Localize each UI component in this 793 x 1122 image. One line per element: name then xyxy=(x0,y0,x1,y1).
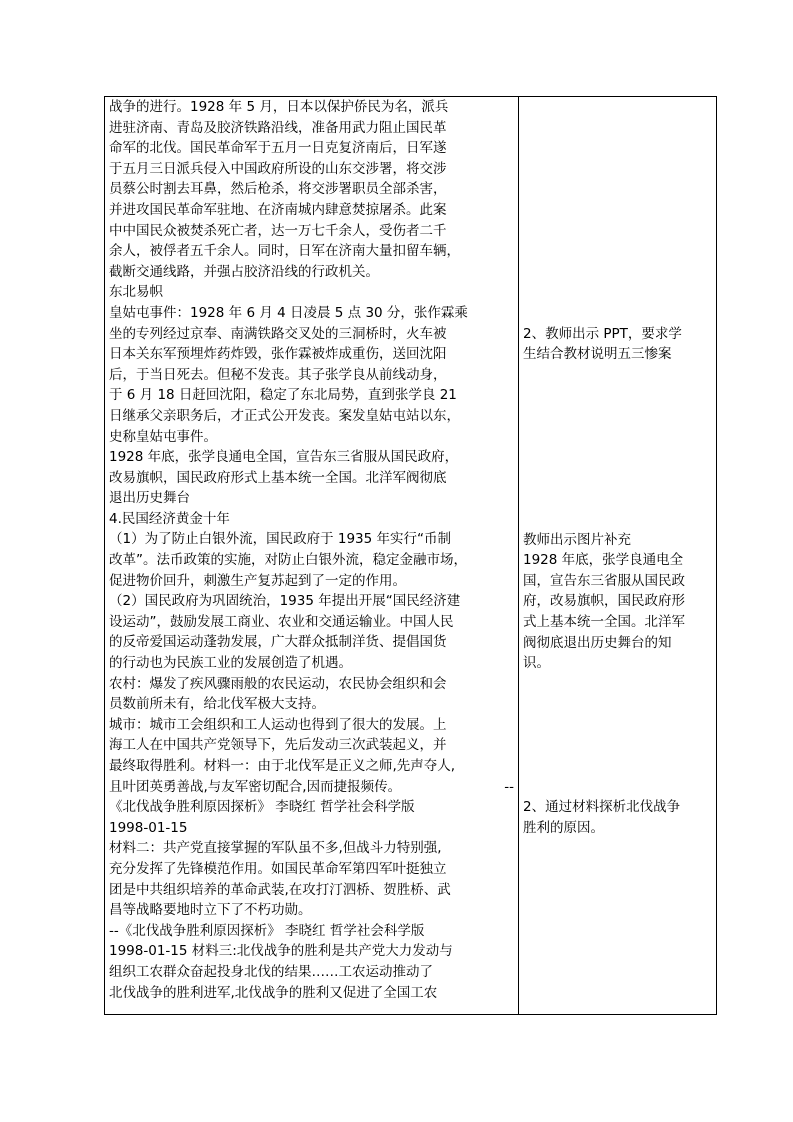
text-line: 海工人在中国共产党领导下，先后发动三次武装起义，并 xyxy=(109,737,447,754)
text-line: 材料二：共产党直接掌握的军队虽不多,但战斗力特别强, xyxy=(109,840,442,857)
note-line: 式上基本统一全国。北洋军 xyxy=(523,613,685,630)
text-line: 1928 年底，张学良通电全国，宣告东三省服从国民政府， xyxy=(109,449,459,466)
text-line: 昌等战略要地时立下了不朽功勋。 xyxy=(109,902,312,919)
note-line: 胜利的原因。 xyxy=(523,819,604,836)
text-line: 日本关东军预埋炸药炸毁，张作霖被炸成重伤，送回沈阳 xyxy=(109,346,447,363)
content-column xyxy=(109,97,514,1003)
teacher-note-materials xyxy=(523,797,713,838)
text-line: 的行动也为民族工业的发展创造了机遇。 xyxy=(109,655,352,672)
teacher-note-ppt xyxy=(523,324,713,365)
note-line: 识。 xyxy=(523,655,550,672)
text-line: （1）为了防止白银外流，国民政府于 1935 年实行“币制 xyxy=(109,531,452,548)
text-line: 员蔡公时割去耳鼻，然后枪杀，将交涉署职员全部杀害， xyxy=(109,181,447,198)
citation-line: 《北伐战争胜利原因探析》 李晓红 哲学社会科学版 xyxy=(109,799,415,816)
text-line: 后，于当日死去。但秘不发丧。其子张学良从前线动身， xyxy=(109,366,447,383)
text-line: 于 6 月 18 日赶回沈阳，稳定了东北局势，直到张学良 21 xyxy=(109,387,457,404)
text-line: 员数前所未有，给北伐军极大支持。 xyxy=(109,696,325,713)
text-line: 史称皇姑屯事件。 xyxy=(109,428,217,445)
text-line: 充分发挥了先锋模范作用。如国民革命军第四军叶挺独立 xyxy=(109,860,447,877)
teacher-notes-column xyxy=(523,97,713,839)
note-line: 2、教师出示 PPT，要求学 xyxy=(523,325,682,342)
note-line: 府，改易旗帜，国民政府形 xyxy=(523,593,685,610)
text-line: 截断交通线路，并强占胶济沿线的行政机关。 xyxy=(109,263,379,280)
note-line: 1928 年底，张学良通电全 xyxy=(523,552,684,569)
note-line: 2、通过材料探析北伐战争 xyxy=(523,799,681,816)
text-line: （2）国民政府为巩固统治，1935 年提出开展“国民经济建 xyxy=(109,593,461,610)
text-line: 余人，被俘者五千余人。同时，日军在济南大量扣留车辆， xyxy=(109,243,460,260)
teacher-note-picture xyxy=(523,530,713,674)
text-line: 的反帝爱国运动蓬勃发展，广大群众抵制洋货、提倡国货 xyxy=(109,634,447,651)
text-line: 设运动”，鼓励发展工商业、农业和交通运输业。中国人民 xyxy=(109,613,454,630)
lesson-table xyxy=(104,96,717,1015)
section-heading: 东北易帜 xyxy=(109,284,163,301)
text-line: 并进攻国民革命军驻地、在济南城内肆意焚掠屠杀。此案 xyxy=(109,201,447,218)
text-line: 且叶团英勇善战,与友军密切配合,因而捷报频传。 xyxy=(109,778,402,795)
note-line: 国，宣告东三省服从国民政 xyxy=(523,572,685,589)
note-line: 教师出示图片补充 xyxy=(523,531,631,548)
text-line: 最终取得胜利。材料一：由于北伐军是正义之师,先声夺人, xyxy=(109,758,456,774)
column-divider xyxy=(518,97,519,1014)
text-line: 中中国民众被焚杀死亡者，达一万七千余人，受伤者二千 xyxy=(109,222,447,239)
text-line: 战争的进行。1928 年 5 月，日本以保护侨民为名，派兵 xyxy=(109,99,449,115)
note-line: 生结合教材说明五三惨案 xyxy=(523,346,672,363)
text-line: 坐的专列经过京奉、南满铁路交叉处的三洞桥时，火车被 xyxy=(109,325,447,342)
text-line-with-dash xyxy=(109,777,514,798)
text-line: 命军的北伐。国民革命军于五月一日克复济南后，日军遂 xyxy=(109,140,447,157)
text-line: 皇姑屯事件：1928 年 6 月 4 日凌晨 5 点 30 分，张作霖乘 xyxy=(109,304,468,321)
citation-line: --《北伐战争胜利原因探析》 李晓红 哲学社会科学版 xyxy=(109,922,425,939)
text-line: 改革”。法币政策的实施，对防止白银外流，稳定金融市场， xyxy=(109,552,467,569)
text-line: 日继承父亲职务后，才正式公开发丧。案发皇姑屯站以东， xyxy=(109,407,460,424)
text-line: 农村：爆发了疾风骤雨般的农民运动，农民协会组织和会 xyxy=(109,675,447,692)
text-line: 组织工农群众奋起投身北伐的结果……工农运动推动了 xyxy=(109,963,433,980)
text-line: 团是中共组织培养的革命武装,在攻打汀泗桥、贺胜桥、武 xyxy=(109,881,451,898)
text-line: 于五月三日派兵侵入中国政府所设的山东交涉署，将交涉 xyxy=(109,160,447,177)
section-heading: 4.民国经济黄金十年 xyxy=(109,510,230,527)
text-line: 退出历史舞台 xyxy=(109,490,190,507)
text-line: 城市：城市工会组织和工人运动也得到了很大的发展。上 xyxy=(109,716,447,733)
note-line: 阀彻底退出历史舞台的知 xyxy=(523,634,672,651)
text-line: 北伐战争的胜利进军,北伐战争的胜利又促进了全国工农 xyxy=(109,984,438,1001)
citation-line: 1998-01-15 xyxy=(109,819,188,836)
text-line: 改易旗帜，国民政府形式上基本统一全国。北洋军阀彻底 xyxy=(109,469,447,486)
text-line: 1998-01-15 材料三:北伐战争的胜利是共产党大力发动与 xyxy=(109,943,453,960)
citation-dash: -- xyxy=(504,778,514,795)
text-line: 促进物价回升，刺激生产复苏起到了一定的作用。 xyxy=(109,572,406,589)
text-line: 进驻济南、青岛及胶济铁路沿线，准备用武力阻止国民革 xyxy=(109,119,447,136)
